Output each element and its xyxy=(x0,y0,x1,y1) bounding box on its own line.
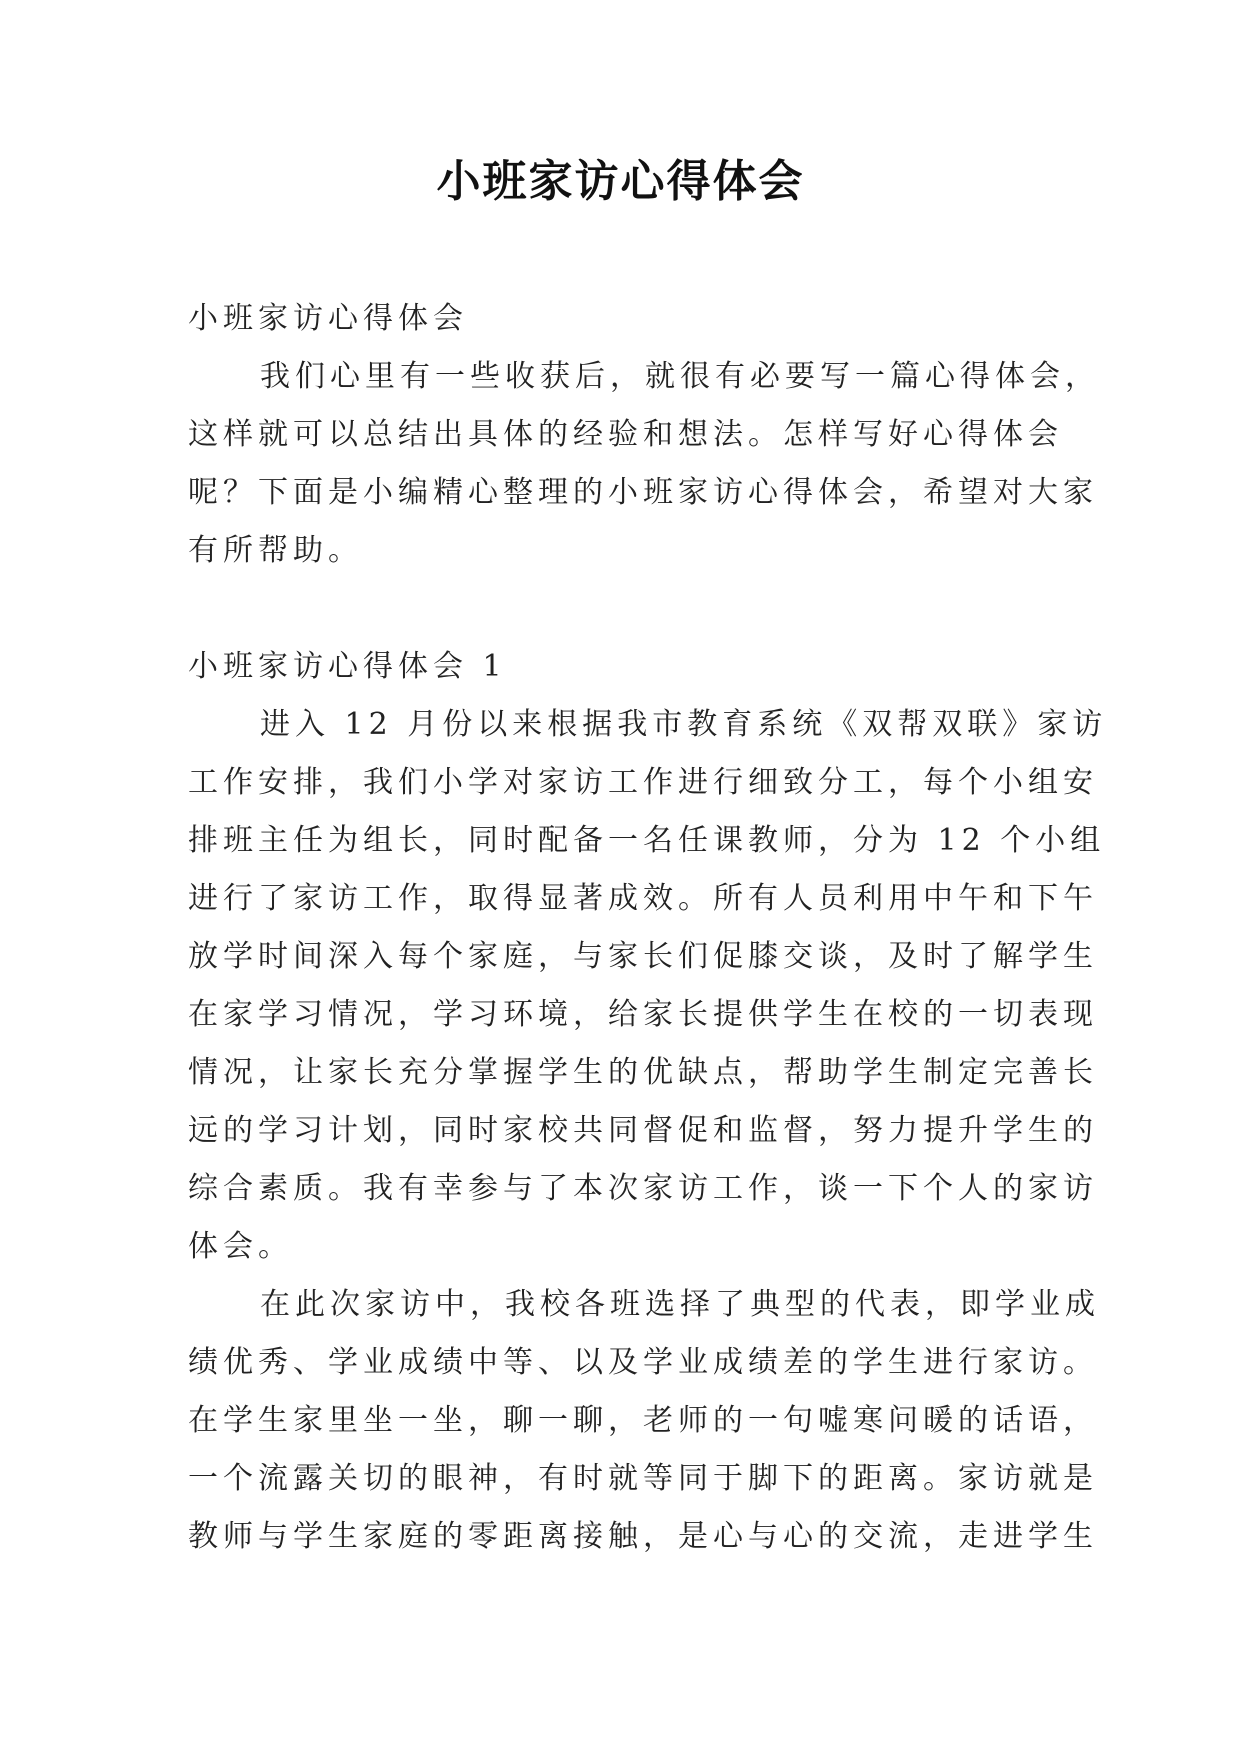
paragraph1-line: 在家学习情况，学习环境，给家长提供学生在校的一切表现 xyxy=(188,997,1098,1032)
paragraph2-line: 在学生家里坐一坐，聊一聊，老师的一句嘘寒问暖的话语， xyxy=(188,1403,1098,1438)
paragraph2-line: 教师与学生家庭的零距离接触，是心与心的交流，走进学生 xyxy=(188,1519,1098,1554)
paragraph2-line: 一个流露关切的眼神，有时就等同于脚下的距离。家访就是 xyxy=(188,1461,1098,1496)
intro-line: 我们心里有一些收获后，就很有必要写一篇心得体会， xyxy=(260,359,1100,394)
intro-line: 有所帮助。 xyxy=(188,533,363,568)
paragraph1-line: 工作安排，我们小学对家访工作进行细致分工，每个小组安 xyxy=(188,765,1098,800)
paragraph1-line: 进入 12 月份以来根据我市教育系统《双帮双联》家访 xyxy=(260,707,1108,742)
paragraph2-line: 在此次家访中，我校各班选择了典型的代表，即学业成 xyxy=(260,1287,1100,1322)
intro-line: 这样就可以总结出具体的经验和想法。怎样写好心得体会 xyxy=(188,417,1063,452)
section-heading: 小班家访心得体会 1 xyxy=(188,649,507,684)
paragraph-gap xyxy=(188,580,1058,638)
paragraph1-line: 情况，让家长充分掌握学生的优缺点，帮助学生制定完善长 xyxy=(188,1055,1098,1090)
paragraph1-line: 进行了家访工作，取得显著成效。所有人员利用中午和下午 xyxy=(188,881,1098,916)
document-title: 小班家访心得体会 xyxy=(436,156,805,207)
paragraph2-line: 绩优秀、学业成绩中等、以及学业成绩差的学生进行家访。 xyxy=(188,1345,1098,1380)
paragraph1-line: 放学时间深入每个家庭，与家长们促膝交谈，及时了解学生 xyxy=(188,939,1098,974)
intro-line: 呢？下面是小编精心整理的小班家访心得体会，希望对大家 xyxy=(188,475,1098,510)
paragraph1-line: 体会。 xyxy=(188,1229,293,1264)
document-subtitle: 小班家访心得体会 xyxy=(188,301,468,336)
paragraph1-line: 综合素质。我有幸参与了本次家访工作，谈一下个人的家访 xyxy=(188,1171,1098,1206)
paragraph1-line: 远的学习计划，同时家校共同督促和监督，努力提升学生的 xyxy=(188,1113,1098,1148)
paragraph1-line: 排班主任为组长，同时配备一名任课教师，分为 12 个小组 xyxy=(188,823,1106,858)
document-body xyxy=(188,290,1108,1566)
